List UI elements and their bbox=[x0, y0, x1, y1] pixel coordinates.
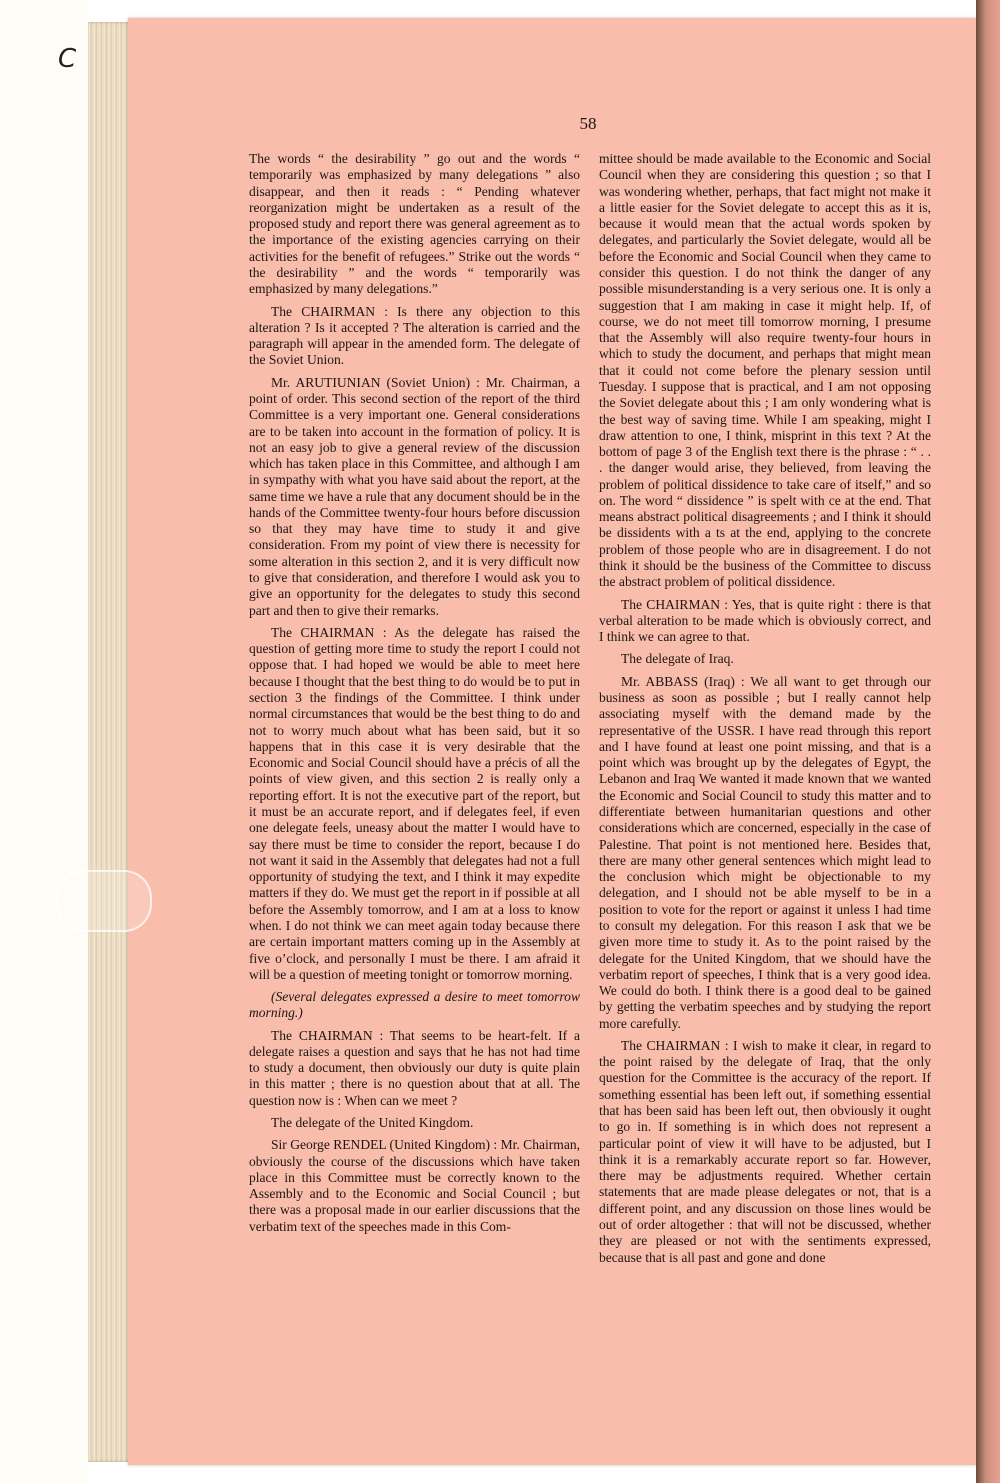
paragraph: The CHAIRMAN : As the delegate has raised the question of getting more time to study the report I could not oppose that. I had hoped we would be able to meet here because I thought that the best thing to do would be to put in section 3 the findings of the Committee. I think under normal circumstances that would be the best thing to do and not to worry much about what has been said, but it so happens that in this case it is very desirable that the Economic and Social Council should have a précis of all the points of view given, and this section 2 is really only a reporting effort. It is not the executive part of the report, but it must be an accurate report, and if delegates feel, if even one delegate feels, uneasy about the matter I would have to say there must be time to consider the report, because I do not want it said in the Assembly that delegates had not a full opportunity of studying the text, and I think it may expedite matters if they do. We must get the report in if possible at all before the Assembly tomorrow, and I am at a loss to know when. I do not think we can meet again today because there are certain important matters coming up in the Assembly at five o’clock, and personally I must be there. I am afraid it will be a question of meeting tonight or tomorrow morning. bbox=[249, 624, 580, 982]
paragraph: The CHAIRMAN : Is there any objection to this alteration ? Is it accepted ? The alteration is carried and the paragraph will appear in the amended form. The delegate of the Soviet Union. bbox=[249, 303, 580, 368]
text-column-right bbox=[599, 151, 931, 1272]
margin-handwritten-mark: C bbox=[58, 44, 77, 74]
paragraph: The CHAIRMAN : That seems to be heart-felt. If a delegate raises a question and says that he has not had time to study a document, then obviously our duty is quite plain in this matter ; there is no question about that at all. The question now is : When can we meet ? bbox=[249, 1027, 580, 1108]
paragraph: The CHAIRMAN : I wish to make it clear, in regard to the point raised by the delegate of Iraq, that the only question for the Committee is the accuracy of the report. If something essential has been left out, if something essential that has been said has been left out, then obviously it ought to go in. If something is in which does not represent a particular point of view it will have to be adjusted, but I think it is a remarkably accurate report so far. However, there may be adjustments required. Whether certain statements that are made please delegates or not, that is a different point, and any discussion on those lines would be out of order altogether : that will not be discussed, whether they are pleased or not with the sentiments expressed, because that is all past and gone and done bbox=[599, 1037, 931, 1265]
paragraph: Mr. ARUTIUNIAN (Soviet Union) : Mr. Chairman, a point of order. This second section of the report of the third Committee is a very important one. General considerations are to be taken into account in the formation of policy. It is not an easy job to give a general review of the discussion which has taken place in this Committee, and although I am in sympathy with what you have said about the report, at the same time we have a rule that any document should be in the hands of the Committee twenty-four hours before discussion so that they may have time to study it and give consideration. From my point of view there is necessity for some alteration in this section 2, and it is very difficult now to give that consideration, and therefore I would ask you to give an opportunity for the delegates to study this second part and then to give their remarks. bbox=[249, 374, 580, 618]
binding-margin bbox=[0, 0, 88, 1483]
paragraph: The CHAIRMAN : Yes, that is quite right : there is that verbal alteration to be made which is obviously correct, and I think we can agree to that. bbox=[599, 596, 931, 645]
page-number: 58 bbox=[579, 114, 597, 133]
paragraph: Mr. ABBASS (Iraq) : We all want to get through our business as soon as possible ; but I really cannot help associating myself with the demand made by the representative of the USSR. I have read through this report and I have found at least one point missing, and that is a point which was brought up by the delegates of Egypt, the Lebanon and Iraq We wanted it made known that we wanted the Economic and Social Council to study this matter and to differentiate between humanitarian questions and other considerations which are concerned, especially in the case of Palestine. That point is not mentioned here. Besides that, there are many other general sentences which might lead to the conclusion which might be objectionable to my delegation, and I should not be able myself to be in a position to vote for the report or against it unless I had time to consult my delegation. For this reason I ask that we be given more time to study it. As to the point raised by the delegate for the United Kingdom, that we should have the verbatim report of speeches, I think that is a very good idea. We could do both. I think there is a good deal to be gained by getting the verbatim speeches and by studying the report more carefully. bbox=[599, 673, 931, 1031]
stage-direction: (Several delegates expressed a desire to meet tomorrow morning.) bbox=[249, 989, 580, 1021]
paragraph: The delegate of the United Kingdom. bbox=[271, 1115, 474, 1131]
paragraph: The delegate of Iraq. bbox=[621, 651, 734, 667]
stacked-page-edges bbox=[88, 22, 132, 1462]
text-column-left bbox=[249, 151, 580, 1241]
paragraph: Sir George RENDEL (United Kingdom) : Mr. Chairman, obviously the course of the discussions which have taken place in this Committee must be correctly known to the Assembly and to the Economic and Social Council ; but there was a proposal made in our earlier discussions that the verbatim text of the speeches made in this Com- bbox=[249, 1137, 580, 1234]
paragraph: mittee should be made available to the Economic and Social Council when they are considering this question ; so that I was wondering whether, perhaps, that fact might not make it a little easier for the Soviet delegate to accept this as it is, because it would mean that the actual words spoken by delegates, and particularly the Soviet delegate, would all be before the Economic and Social Council when they came to consider this question. I do not think the danger of any possible misunderstanding is a very serious one. It is only a suggestion that I am making in case it might help. If, of course, we do not meet till tomorrow morning, I presume that the Assembly will also require twenty-four hours in which to study the document, and perhaps that might mean that it could not come before the plenary session until Tuesday. I suppose that is practical, and I am not opposing the Soviet delegate about this ; I am only wondering what is the best way of saving time. While I am speaking, might I draw attention to one, I think, misprint in this text ? At the bottom of page 3 of the English text there is the phrase : “ . . . the danger would arise, they believed, from leaving the problem of political dissidence to take care of itself,” and so on. The word “ dissidence ” is spelt with ce at the end. That means abstract political disagreements ; and I think it should be dissidents with a ts at the end, applying to the concrete problem of those people who are in disagreement. I do not think it should be the business of the Committee to discuss the abstract problem of political dissidence. bbox=[599, 151, 931, 590]
paperclip-icon bbox=[56, 870, 152, 932]
next-page-edge bbox=[976, 0, 1000, 1483]
paragraph: The words “ the desirability ” go out and the words “ temporarily was emphasized by many delegations ” also disappear, and then it reads : “ Pending whatever reorganization might be undertaken as a result of the proposed study and report there was general agreement as to the importance of the existing agencies carrying on their activities for the benefit of refugees.” Strike out the words “ the desirability ” and the words “ temporarily was emphasized by many delegations.” bbox=[249, 151, 580, 297]
